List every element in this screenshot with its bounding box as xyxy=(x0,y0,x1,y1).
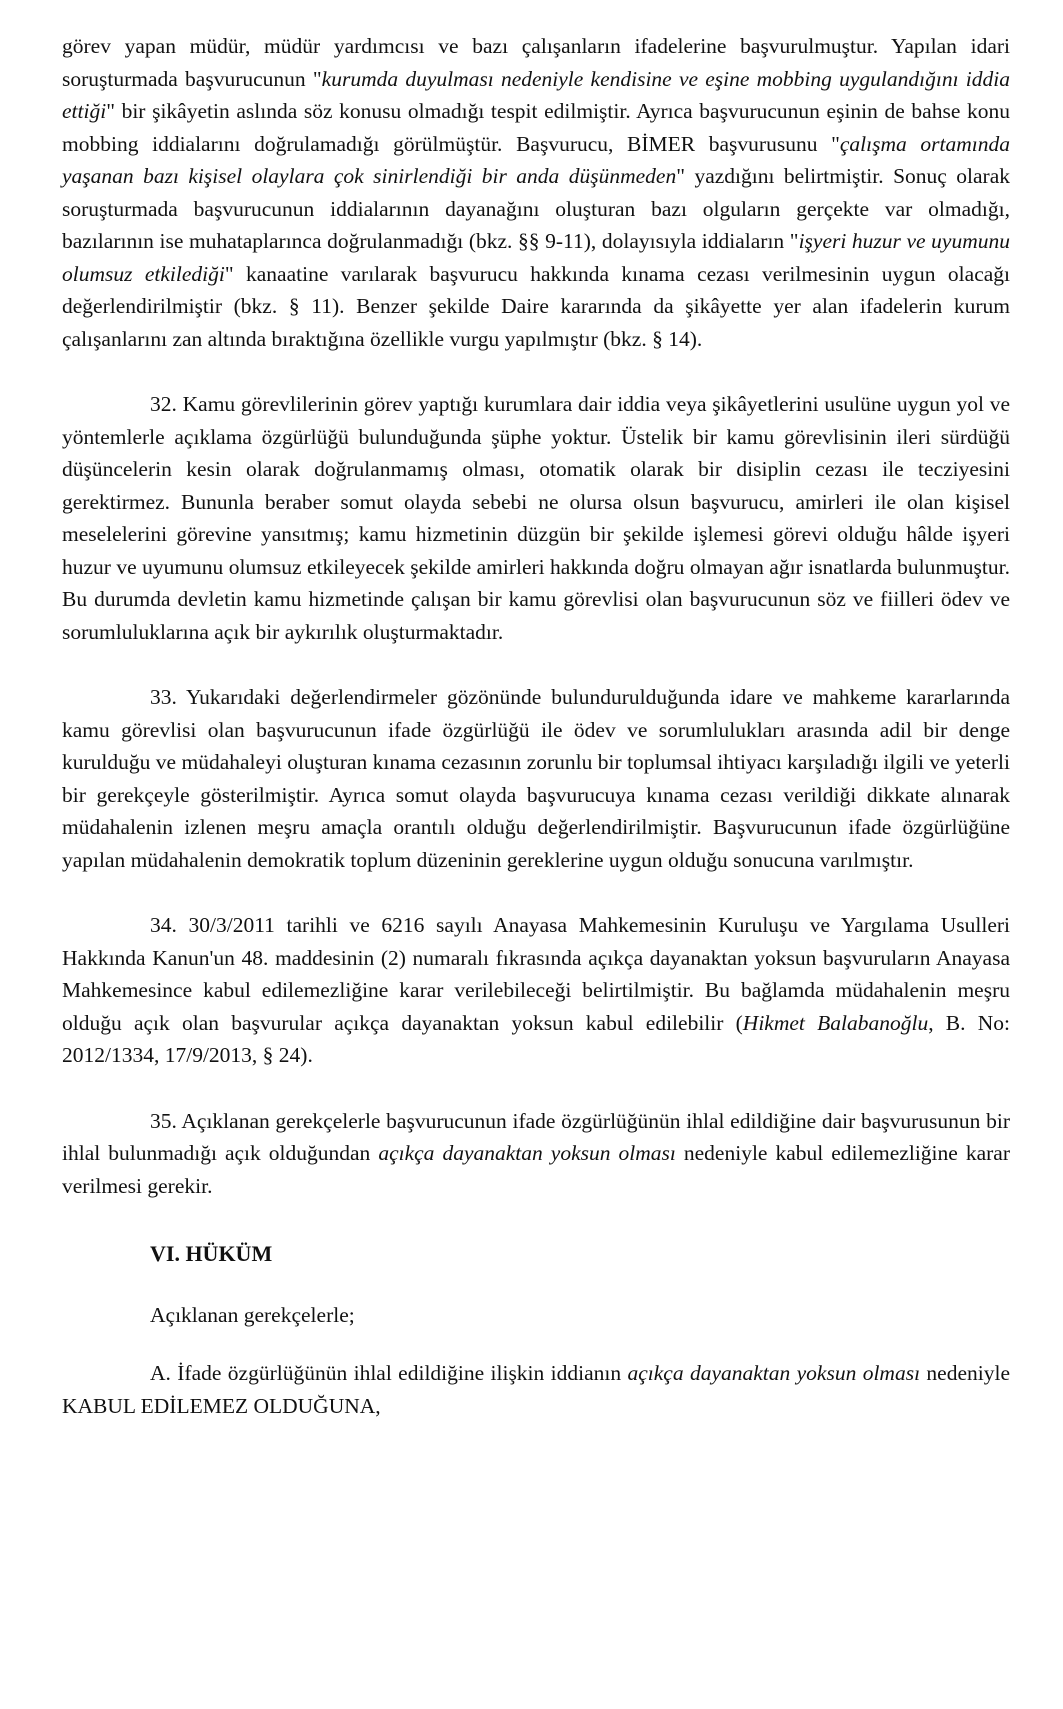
text-run: 35. Açıklanan gerekçelerle başvurucunun ifade özgürlüğünün ihlal edildiğine dair başvurusunun bir ihlal bulunmadığı açık olduğundan xyxy=(62,1108,1010,1165)
italic-phrase: açıkça dayanaktan yoksun olması xyxy=(378,1141,676,1165)
section-heading: VI. HÜKÜM xyxy=(150,1241,273,1266)
quoted-italic-text: çalışma ortamında yaşanan bazı kişisel olaylara çok sinirlendiği bir anda düşünmeden xyxy=(62,131,1010,188)
italic-phrase: açıkça dayanaktan yoksun olması xyxy=(627,1361,921,1385)
text-run: , B. No: 2012/1334, 17/9/2013, § 24). xyxy=(62,1010,1010,1067)
quoted-italic-text: kurumda duyulması nedeniyle kendisine ve eşine mobbing uygulandığını iddia ettiği xyxy=(62,66,1010,123)
text-run: nedeniyle KABUL EDİLEMEZ OLDUĞUNA, xyxy=(62,1361,1010,1418)
text-run: " kanaatine varılarak başvurucu hakkında kınama cezası verilmesinin uygun olacağı değerlendirilmiştir (bkz. § 11). Benzer şekilde Daire kararında da şikâyette yer alan ifadelerin kurum çalışanlarını zan altında bıraktığına özellikle vurgu yapılmıştır (bkz. § 14). xyxy=(62,261,1010,351)
paragraph-33: 33. Yukarıdaki değerlendirmeler gözönünde bulundurulduğunda idare ve mahkeme kararlarında kamu görevlisi olan başvurucunun ifade özgürlüğü ile ödev ve sorumlulukları arasında adil bir denge kurulduğu ve müdahaleyi oluşturan kınama cezasının zorunlu bir toplumsal ihtiyacı karşıladığı ilgili ve yeterli bir gerekçeyle gösterilmiştir. Ayrıca somut olayda başvurucuya kınama cezası verildiği dikkate alınarak müdahalenin izlenen meşru amaçla orantılı olduğu değerlendirilmiştir. Başvurucunun ifade özgürlüğüne yapılan müdahalenin demokratik toplum düzeninin gereklerine uygun olduğu sonucuna varılmıştır. xyxy=(62,685,1010,872)
case-name-italic: Hikmet Balabanoğlu xyxy=(742,1010,929,1035)
text-run: " yazdığını belirtmiştir. Sonuç olarak soruşturmada başvurucunun iddialarının dayanağını oluşturan bazı olguların gerçekte var olmadığı, bazılarının ise muhataplarınca doğrulanmadığı (bkz. §§ 9-11), dolayısıyla iddiaların " xyxy=(62,164,1010,253)
decision-item-a xyxy=(62,1357,1010,1422)
text-run: A. İfade özgürlüğünün ihlal edildiğine ilişkin iddianın xyxy=(150,1361,628,1385)
text-run: 34. 30/3/2011 tarihli ve 6216 sayılı Anayasa Mahkemesinin Kuruluşu ve Yargılama Usulleri Hakkında Kanun'un 48. maddesinin (2) numaralı fıkrasında açıkça dayanaktan yoksun başvuruların Anayasa Mahkemesince kabul edilemezliğine karar verilebileceği belirtilmiştir. Bu bağlamda müdahalenin meşru olduğu açık olan başvurular açıkça dayanaktan yoksun kabul edilebilir ( xyxy=(62,913,1010,1035)
document-page xyxy=(62,30,1010,1422)
text-run: görev yapan müdür, müdür yardımcısı ve bazı çalışanların ifadelerine başvurulmuştur. Yapılan idari soruşturmada başvurucunun " xyxy=(62,34,1010,91)
paragraph-34 xyxy=(62,909,1010,1072)
paragraph-35 xyxy=(62,1105,1010,1203)
text-run: " bir şikâyetin aslında söz konusu olmadığı tespit edilmiştir. Ayrıca başvurucunun eşinin de bahse konu mobbing iddialarını doğrulamadığı görülmüştür. Başvurucu, BİMER başvurusunu " xyxy=(62,99,1010,156)
quoted-italic-text: işyeri huzur ve uyumunu olumsuz etkilediği xyxy=(62,229,1010,286)
judgment-lead: Açıklanan gerekçelerle; xyxy=(150,1302,355,1327)
paragraph-31-continuation xyxy=(62,30,1010,355)
text-run: nedeniyle kabul edilemezliğine karar verilmesi gerekir. xyxy=(62,1141,1011,1198)
paragraph-32: 32. Kamu görevlilerinin görev yaptığı kurumlara dair iddia veya şikâyetlerini usulüne uygun yol ve yöntemlerle açıklama özgürlüğü bulunduğunda şüphe yoktur. Üstelik bir kamu görevlisinin ileri sürdüğü düşüncelerin kesin olarak doğrulanmamış olması, otomatik olarak bir disiplin cezası ile tecziyesini gerektirmez. Bununla beraber somut olayda sebebi ne olursa olsun başvurucu, amirleri ile olan kişisel meselelerini görevine yansıtmış; kamu hizmetinin düzgün bir şekilde işlemesi görevi olduğu hâlde işyeri huzur ve uyumunu olumsuz etkileyecek şekilde amirleri hakkında doğru olmayan ağır isnatlarda bulunmuştur. Bu durumda devletin kamu hizmetinde çalışan bir kamu görevlisi olan başvurucunun söz ve fiilleri ödev ve sorumluluklarına açık bir aykırılık oluşturmaktadır. xyxy=(62,392,1010,644)
